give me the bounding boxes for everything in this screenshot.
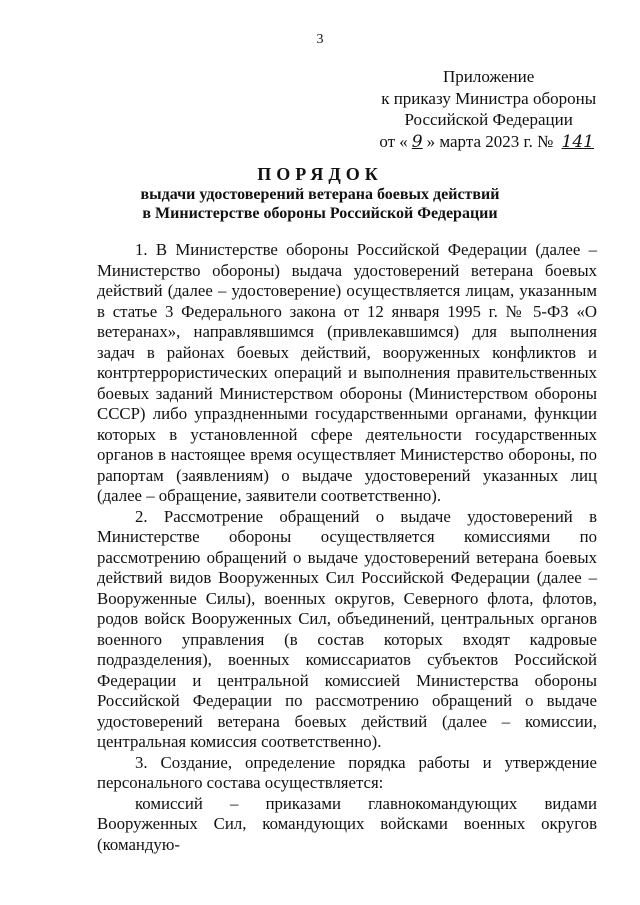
title-main: ПОРЯДОК <box>257 164 383 184</box>
handwritten-day: 9 <box>411 131 423 152</box>
appendix-line: Российской Федерации <box>404 110 573 129</box>
document-body <box>97 240 597 855</box>
paragraph: 3. Создание, определение порядка работы и утверждение персонального состава осуществляется: <box>97 752 597 792</box>
paragraph: 1. В Министерстве обороны Российской Федерации (далее – Министерство обороны) выдача удостоверений ветерана боевых действий (далее – удостоверение) осуществляется лицам, указанным в статье 3 Федерального закона от 12 января 1995 г. № 5-ФЗ «О ветеранах», направлявшимся (привлекавшимся) для выполнения задач в районах боевых действий, вооруженных конфликтов и контртеррористических операций и выполнения правительственных боевых заданий Министерством обороны (Министерством обороны СССР) либо упраздненными государственными органами, функции которых в установленной сфере деятельности государственных органов в настоящее время осуществляет Министерство обороны, по рапортам (заявлениям) о выдаче удостоверений указанных лиц (далее – обращение, заявители соответственно). <box>97 240 597 505</box>
appendix-block <box>379 66 598 153</box>
title-subtitle: в Министерстве обороны Российской Федерации <box>142 205 498 222</box>
appendix-line: Приложение <box>443 67 535 86</box>
appendix-date-line <box>379 131 598 154</box>
document-title <box>0 163 640 223</box>
paragraph: комиссий – приказами главнокомандующих видами Вооруженных Сил, командующих войсками военных округов (командую- <box>97 793 597 854</box>
paragraph: 2. Рассмотрение обращений о выдаче удостоверений в Министерстве обороны осуществляется комиссиями по рассмотрению обращений о выдаче удостоверений ветерана боевых действий видов Вооруженных Сил Российской Федерации (далее – Вооруженные Силы), военных округов, Северного флота, флотов, родов войск Вооруженных Сил, объединений, центральных органов военного управления (в состав которых входят кадровые подразделения), военных комиссариатов субъектов Российской Федерации и центральной комиссией Министерства обороны Российской Федерации по рассмотрению обращений о выдаче удостоверений ветерана боевых действий (далее – комиссии, центральная комиссия соответственно). <box>97 506 597 751</box>
title-subtitle: выдачи удостоверений ветерана боевых действий <box>140 186 500 203</box>
date-prefix: от « <box>379 131 408 151</box>
handwritten-order-number: 141 <box>561 131 594 152</box>
date-middle: » марта 2023 г. № <box>426 131 554 151</box>
page-number: 3 <box>316 32 324 47</box>
appendix-line: к приказу Министра обороны <box>381 88 597 108</box>
